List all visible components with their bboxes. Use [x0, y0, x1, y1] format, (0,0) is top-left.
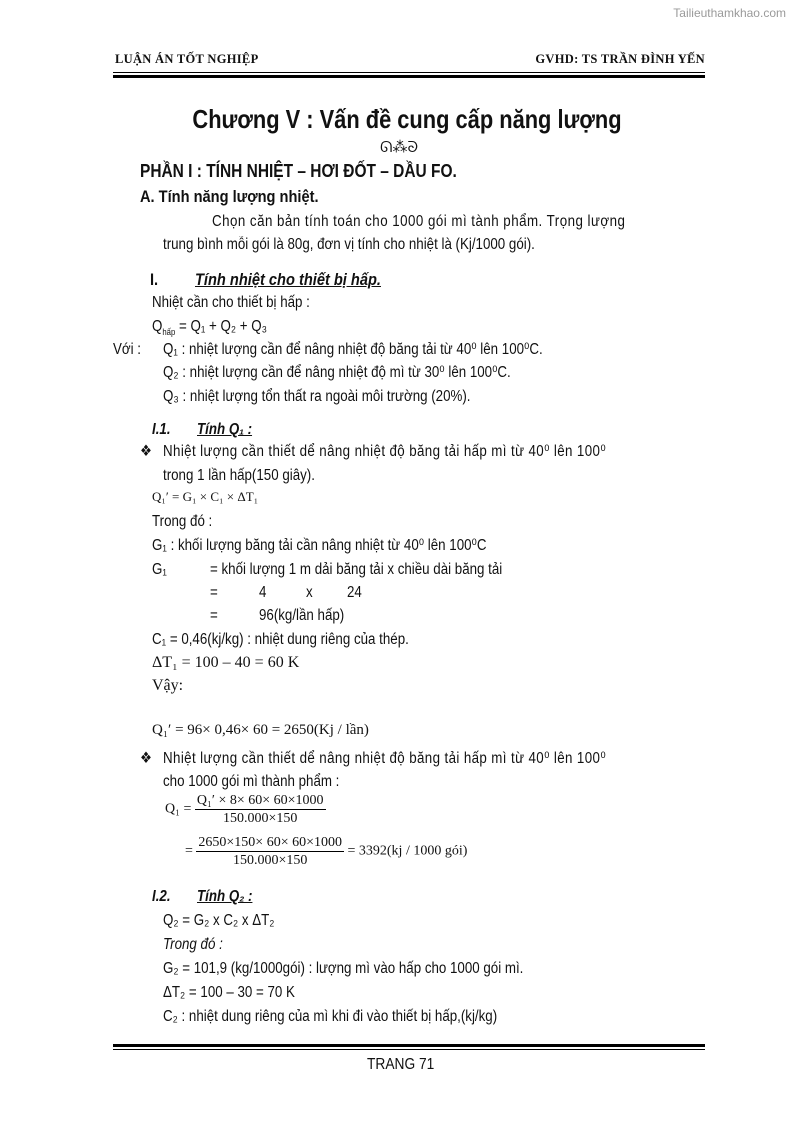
- fraction-2-numerator: 2650×150× 60× 60×1000: [198, 835, 342, 850]
- bullet-2-line-2: cho 1000 gói mì thành phẩm :: [163, 773, 340, 790]
- fraction-q1-result: [185, 834, 467, 869]
- bullet-diamond-icon: ❖: [140, 750, 152, 767]
- g1-calc-eq: =: [210, 584, 218, 601]
- section-a-heading: A. Tính năng lượng nhiệt.: [140, 187, 319, 206]
- heat-need-text: Nhiệt cần cho thiết bị hấp :: [152, 294, 310, 311]
- fraction-q1-denominator: 150.000×150: [223, 811, 298, 826]
- formula-q1-prime: Q₁′ = G₁ × C₁ × ΔT₁: [152, 489, 259, 504]
- fraction-q1-numerator: Q₁′ × 8× 60× 60×1000: [196, 793, 324, 808]
- part-heading: PHẦN I : TÍNH NHIỆT – HƠI ĐỐT – DẦU FO.: [140, 161, 457, 181]
- trong-do-label-2: Trong đó :: [163, 936, 223, 953]
- fraction-2-denominator: 150.000×150: [233, 853, 308, 868]
- fraction-2-lhs: =: [185, 843, 193, 859]
- fraction-q1-lhs: Q₁ =: [165, 801, 192, 817]
- chapter-title: Chương V : Vấn đề cung cấp năng lượng: [192, 104, 622, 134]
- delta-t1: ΔT₁ = 100 – 40 = 60 K: [152, 654, 300, 671]
- section-1-title: Tính nhiệt cho thiết bị hấp.: [195, 270, 381, 289]
- watermark: Tailieuthamkhao.com: [673, 6, 786, 20]
- footer-rule: [113, 1049, 705, 1050]
- bullet-2-line-1: Nhiệt lượng cần thiết dể nâng nhiệt độ băng tải hấp mì từ 40⁰ lên 100⁰: [163, 750, 607, 767]
- header-left: LUẬN ÁN TỐT NGHIỆP: [115, 52, 259, 66]
- g1-result-eq: =: [210, 607, 218, 624]
- c2-definition: C₂ : nhiệt dung riêng của mì khi đi vào thiết bị hấp,(kj/kg): [163, 1008, 498, 1025]
- q-symbol: Q: [152, 318, 163, 335]
- g1-calc-a: 4: [259, 584, 267, 601]
- bullet-1-line-1: Nhiệt lượng cần thiết dể nâng nhiệt độ băng tải hấp mì từ 40⁰ lên 100⁰: [163, 443, 607, 460]
- g1-result-value: 96(kg/lần hấp): [259, 607, 345, 624]
- header-rule-thick: [113, 75, 705, 78]
- g1-definition: G₁ : khối lượng băng tải cần nâng nhiệt từ 40⁰ lên 100⁰C: [152, 537, 487, 554]
- fraction-q1: [165, 792, 326, 827]
- vay-label: Vậy:: [152, 677, 184, 694]
- q3-definition: Q₃ : nhiệt lượng tổn thất ra ngoài môi trường (20%).: [163, 388, 471, 405]
- section-1-2-title: Tính Q₂ :: [197, 888, 253, 905]
- fraction-2-rhs: = 3392(kj / 1000 gói): [347, 843, 468, 859]
- section-1-1-title: Tính Q₁ :: [197, 421, 253, 438]
- g1-calc-x: x: [306, 584, 313, 601]
- section-1-number: I.: [150, 270, 159, 289]
- q-hap-equation: [152, 317, 267, 337]
- header-rule: [113, 72, 705, 73]
- q-sub: hấp: [162, 327, 176, 338]
- intro-line-2: trung bình mỗi gói là 80g, đơn vị tính cho nhiệt là (Kj/1000 gói).: [163, 236, 535, 253]
- delta-t2: ΔT₂ = 100 – 30 = 70 K: [163, 984, 295, 1001]
- section-1-2-number: I.2.: [152, 888, 171, 905]
- page-number: TRANG 71: [367, 1056, 435, 1073]
- bullet-1-line-2: trong 1 lần hấp(150 giây).: [163, 467, 315, 484]
- footer-rule-thick: [113, 1044, 705, 1047]
- g2-definition: G₂ = 101,9 (kg/1000gói) : lượng mì vào hấp cho 1000 gói mì.: [163, 960, 524, 977]
- q1-prime-calc: Q₁′ = 96× 0,46× 60 = 2650(Kj / lần): [152, 722, 369, 738]
- voi-label: Với :: [113, 341, 142, 358]
- ornament-divider: ᘏ⁂ᘐ: [380, 138, 419, 156]
- intro-line-1: Chọn căn bản tính toán cho 1000 gói mì tành phẩm. Trọng lượng: [212, 213, 626, 230]
- c1-definition: C₁ = 0,46(kj/kg) : nhiệt dung riêng của thép.: [152, 631, 409, 648]
- header-right: GVHD: TS TRẦN ĐÌNH YẾN: [535, 52, 705, 66]
- q2-definition: Q₂ : nhiệt lượng cần để nâng nhiệt độ mì từ 30⁰ lên 100⁰C.: [163, 364, 511, 381]
- g1-equation: = khối lượng 1 m dải băng tải x chiều dài băng tải: [210, 561, 503, 578]
- q2-equation: Q₂ = G₂ x C₂ x ΔT₂: [163, 912, 275, 929]
- bullet-diamond-icon: ❖: [140, 443, 152, 460]
- trong-do-label: Trong đó :: [152, 513, 213, 530]
- section-1-1-number: I.1.: [152, 421, 171, 438]
- q-rest: = Q₁ + Q₂ + Q₃: [175, 318, 268, 335]
- q1-definition: Q₁ : nhiệt lượng cần để nâng nhiệt độ băng tải từ 40⁰ lên 100⁰C.: [163, 341, 543, 358]
- g1-calc-b: 24: [347, 584, 362, 601]
- g1-label: G₁: [152, 561, 167, 578]
